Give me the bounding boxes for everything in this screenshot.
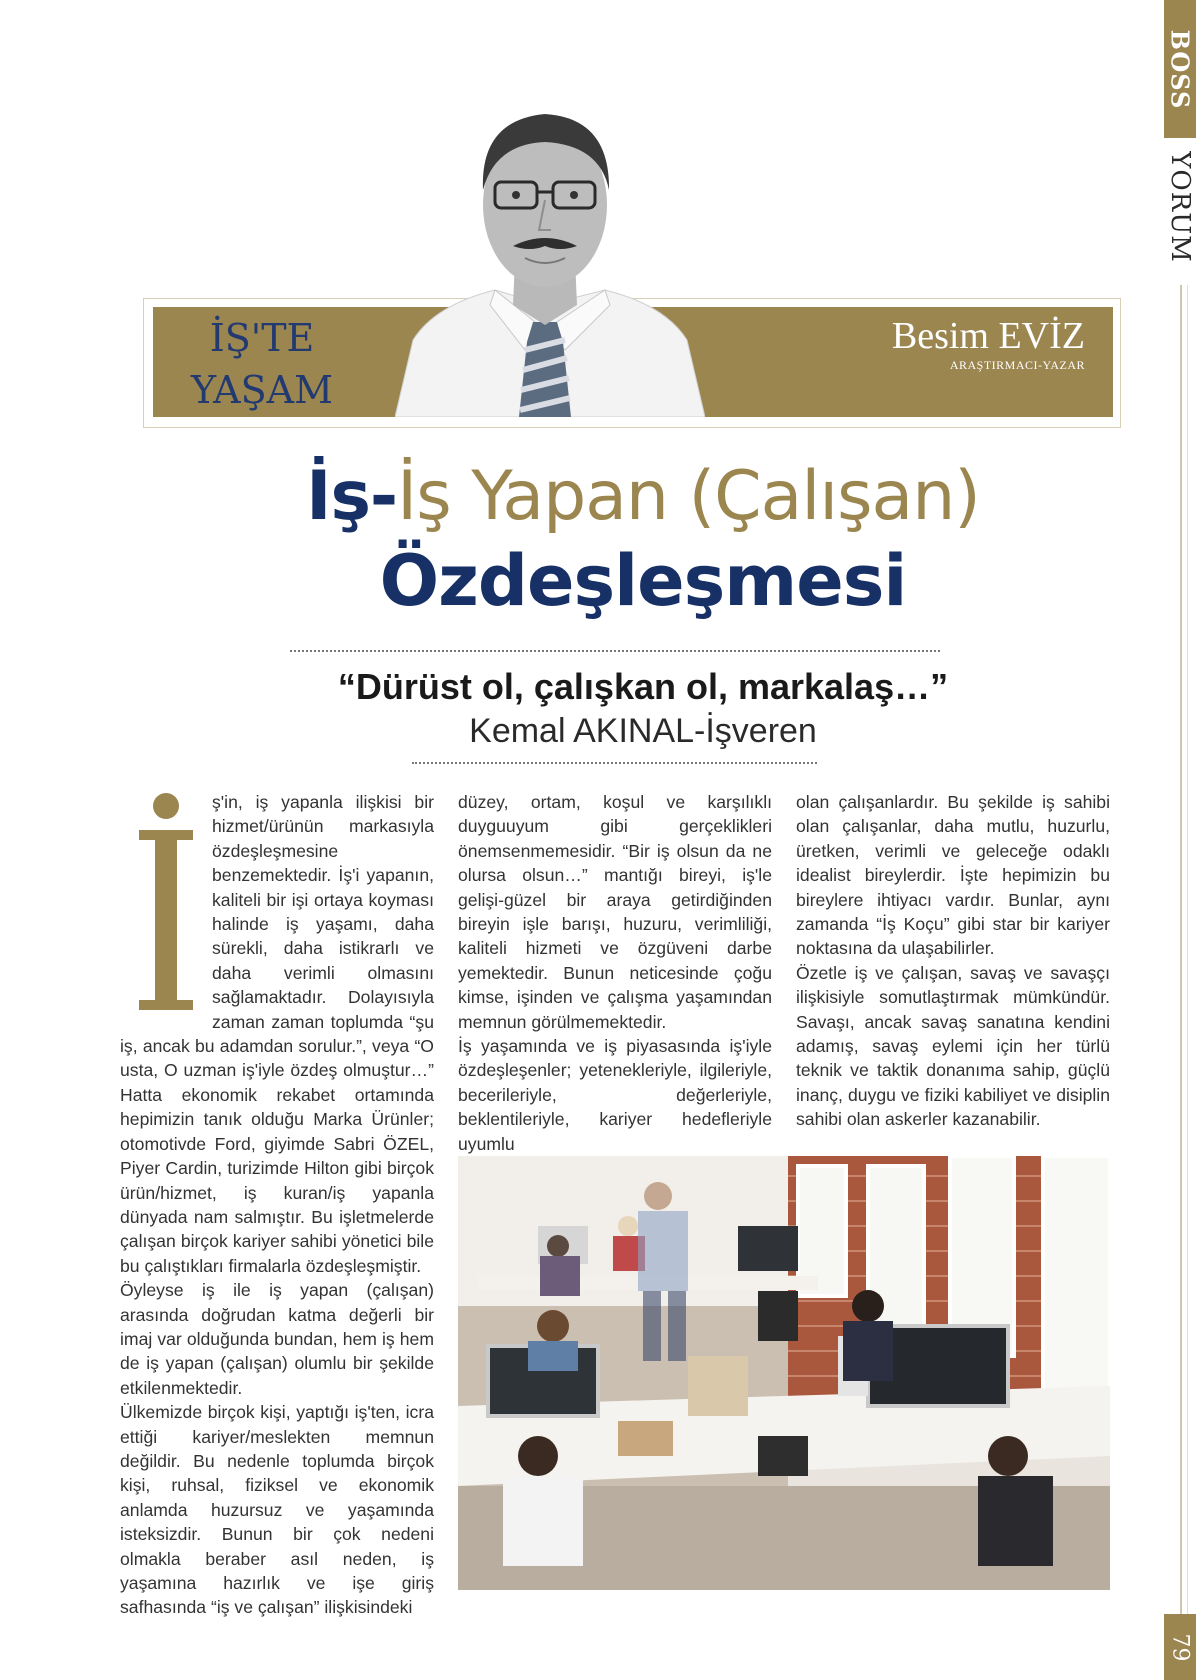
pull-quote: “Dürüst ol, çalışkan ol, markalaş…” [337,666,949,707]
col1-paragraph-3: Ülkemizde birçok kişi, yaptığı iş'ten, icra ettiği kariyer/meslekten memnun değildir. Bu nedenle toplumda birçok kişi, ruhsal, fiziksel ve ekonomik anlamda huzursuz ve yaşamında isteksizdir. Bunun bir çok nedeni olmakla beraber asıl neden, iş yaşamına hazırlık ve işe giriş safhasında “iş ve çalışan” ilişkisindeki [120,1402,434,1618]
headline-line2: Özdeşleşmesi [379,540,907,622]
side-tab [1162,0,1200,1680]
article-column-1 [120,790,434,1620]
magazine-brand: BOSS [1164,0,1196,138]
author-portrait [395,90,705,417]
side-rule-thin [1187,285,1188,1615]
headline-line1-text: İş Yapan (Çalışan) [397,457,980,536]
author-block [892,314,1085,373]
col1-paragraph-1: ş'in, iş yapanla ilişkisi bir hizmet/ürünün markasıyla özdeşleşmesine benzemektedir. İş'i yapanın, kaliteli bir işi ortaya koyması halinde iş yaşamı, daha sürekli, daha istikrarlı ve daha verimli olmasını sağlamaktadır. Dolayısıyla zaman zaman toplumda “şu iş, ancak bu adamdan sorulur.”, veya “O usta, O uzman iş'iyle özdeş olmuştur…” Hatta ekonomik rekabet ortamında hepimizin tanık olduğu Marka Ürünler; otomotivde Ford, giyimde Sabri ÖZEL, Piyer Cardin, turizimde Hilton gibi birçok ürün/hizmet, iş kuran/iş yapanla dünyada nam salmıştır. Bu işletmelerde çalışan birçok kariyer sahibi yönetici bile bu çalıştıkları firmalarla özdeşleşmiştir. [120,792,434,1276]
quote-author: Kemal AKINAL-İşveren [469,712,817,750]
dropcap-glyph [135,790,197,1020]
office-photo [458,1156,1110,1590]
article-column-3 [796,790,1110,1132]
col3-paragraph-1: olan çalışanlardır. Bu şekilde iş sahibi olan çalışanlar, daha mutlu, huzurlu, üretken, verimli ve geleceğe odaklı idealist bireylerdir. İşte hepimizin bu bireylere ihtiyacı vardır. Bunlar, aynı zamanda “İş Koçu” gibi star bir kariyer noktasına da ulaşabilirler. [796,792,1110,959]
headline-accent: İş- [306,457,398,536]
section-label: YORUM [1165,151,1195,263]
article-column-2 [458,790,772,1156]
headline-line1 [143,456,1143,538]
dotted-divider-top [290,650,940,652]
column-title-line1: İŞ'TE [209,316,315,360]
article-headline [143,456,1143,624]
page-number: 79 [1164,1614,1196,1680]
col1-paragraph-2: Öyleyse iş ile iş yapan (çalışan) arasında doğrudan katma değerli bir imaj var olduğunda bundan, hem iş hem de iş yapan (çalışan) olumlu bir şekilde etkilenmektedir. [120,1280,434,1398]
dotted-divider-bottom [412,762,817,764]
svg-text:İ: İ [166,920,167,921]
col2-paragraph-2: İş yaşamında ve iş piyasasında iş'iyle özdeşleşenler; yetenekleriyle, ilgileriyle, becerileriyle, değerleriyle, beklentileriyle, kariyer hedefleriyle uyumlu [458,1036,772,1154]
column-title [172,312,352,416]
author-role: ARAŞTIRMACI-YAZAR [949,358,1085,372]
dropcap [120,790,212,1026]
column-title-line2: YAŞAM [191,368,333,412]
author-name: Besim EVİZ [891,315,1085,357]
side-rule [1180,285,1182,1615]
col2-paragraph-1: düzey, ortam, koşul ve karşılıklı duyguuyum gibi gerçeklikleri önemsenmemesidir. “Bir iş olsun da ne olursa olsun…” mantığı bireyi, iş'le gelişi-güzel bir araya getirdiğinden bireyin işle barışı, huzuru, verimliliği, kaliteli hizmeti ve özgüveni darbe yemektedir. Bunun neticesinde çoğu kimse, işinden ve çalışma yaşamından memnun görülmemektedir. [458,792,772,1032]
col3-paragraph-2: Özetle iş ve çalışan, savaş ve savaşçı ilişkisiyle somutlaştırmak mümkündür. Savaşı, ancak savaş sanatına kendini adamış, savaş eylemi için her türlü teknik ve taktik donanıma sahip, güçlü inanç, duygu ve fiziki kabiliyet ve disiplin sahibi olan askerler kazanabilir. [796,962,1110,1130]
